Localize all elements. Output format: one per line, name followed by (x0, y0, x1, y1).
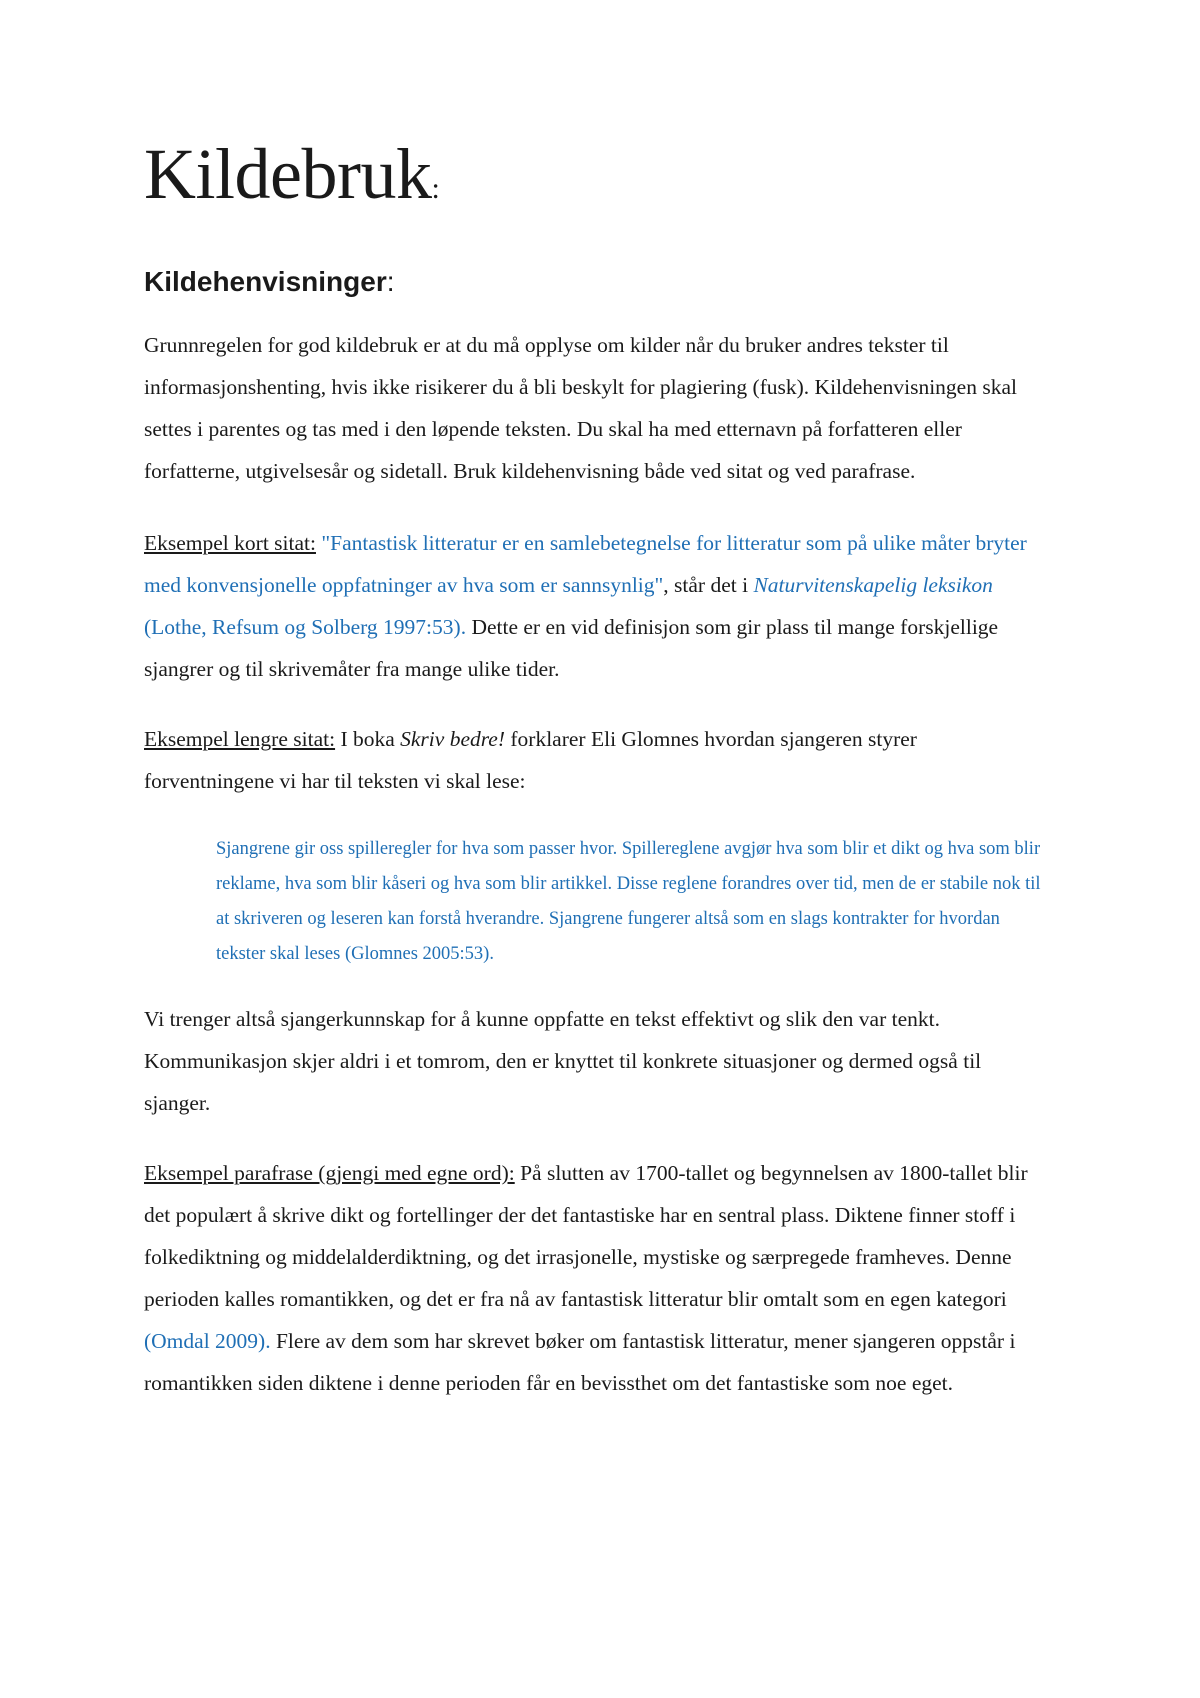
example-short-mid: , står det i (663, 573, 754, 597)
example-long-quote-paragraph (144, 718, 1050, 802)
example-long-text-a: I boka (335, 727, 401, 751)
block-quote: Sjangrene gir oss spilleregler for hva som passer hvor. Spillereglene avgjør hva som blir et dikt og hva som blir reklame, hva som blir kåseri og hva som blir artikkel. Disse reglene forandres over tid, men de er stabile nok til at skriveren og leseren kan forstå hverandre. Sjangrene fungerer altså som en slags kontrakter for hvordan tekster skal leses (Glomnes 2005:53). (216, 839, 1041, 964)
section-heading-colon: : (386, 266, 395, 297)
example-short-rest: Dette er en vid definisjon som gir plass til mange forskjellige sjangrer og til skrivemåter fra mange ulike tider. (144, 615, 999, 681)
example-short-citation: (Lothe, Refsum og Solberg 1997:53). (144, 615, 467, 639)
page-title (144, 134, 1050, 214)
example-long-label: Eksempel lengre sitat: (144, 727, 336, 751)
page-title-colon: : (431, 172, 440, 205)
example-paraphrase-citation: (Omdal 2009). (144, 1329, 271, 1353)
example-short-quote: "Fantastisk litteratur er en samlebetegnelse for litteratur som på ulike måter bryter med konvensjonelle oppfatninger av hva som er sannsynlig" (144, 531, 1027, 597)
section-heading (144, 268, 1050, 296)
section-heading-text: Kildehenvisninger (144, 266, 387, 297)
example-short-label: Eksempel kort sitat: (144, 531, 316, 555)
intro-paragraph: Grunnregelen for god kildebruk er at du må opplyse om kilder når du bruker andres tekster til informasjonshenting, hvis ikke risikerer du å bli beskylt for plagiering (fusk). Kildehenvisningen skal settes i parentes og tas med i den løpende teksten. Du skal ha med etternavn på forfatteren eller forfatterne, utgivelsesår og sidetall. Bruk kildehenvisning både ved sitat og ved parafrase. (144, 333, 1017, 483)
example-paraphrase-text-b: Flere av dem som har skrevet bøker om fantastisk litteratur, mener sjangeren oppstår i romantikken siden diktene i denne perioden får en bevissthet om det fantastiske som noe eget. (144, 1329, 1016, 1395)
example-short-work: Naturvitenskapelig leksikon (753, 573, 993, 597)
example-paraphrase-label: Eksempel parafrase (gjengi med egne ord): (144, 1161, 515, 1185)
after-quote-paragraph: Vi trenger altså sjangerkunnskap for å kunne oppfatte en tekst effektivt og slik den var tenkt. Kommunikasjon skjer aldri i et tomrom, den er knyttet til konkrete situasjoner og dermed også til sjanger. (144, 1007, 982, 1115)
example-paraphrase-paragraph (144, 1152, 1050, 1404)
example-long-text-b: forklarer Eli Glomnes hvordan sjangeren styrer forventningene vi har til teksten vi skal lese: (144, 727, 917, 793)
example-paraphrase-text-a: På slutten av 1700-tallet og begynnelsen av 1800-tallet blir det populært å skrive dikt og fortellinger der det fantastiske har en sentral plass. Diktene finner stoff i folkediktning og middelalderdiktning, og det irrasjonelle, mystiske og særpregede framheves. Denne perioden kalles romantikken, og det er fra nå av fantastisk litteratur blir omtalt som en egen kategori (144, 1161, 1028, 1311)
example-short-quote-paragraph (144, 522, 1050, 690)
example-long-book: Skriv bedre! (400, 727, 506, 751)
page-title-text: Kildebruk (144, 134, 432, 214)
